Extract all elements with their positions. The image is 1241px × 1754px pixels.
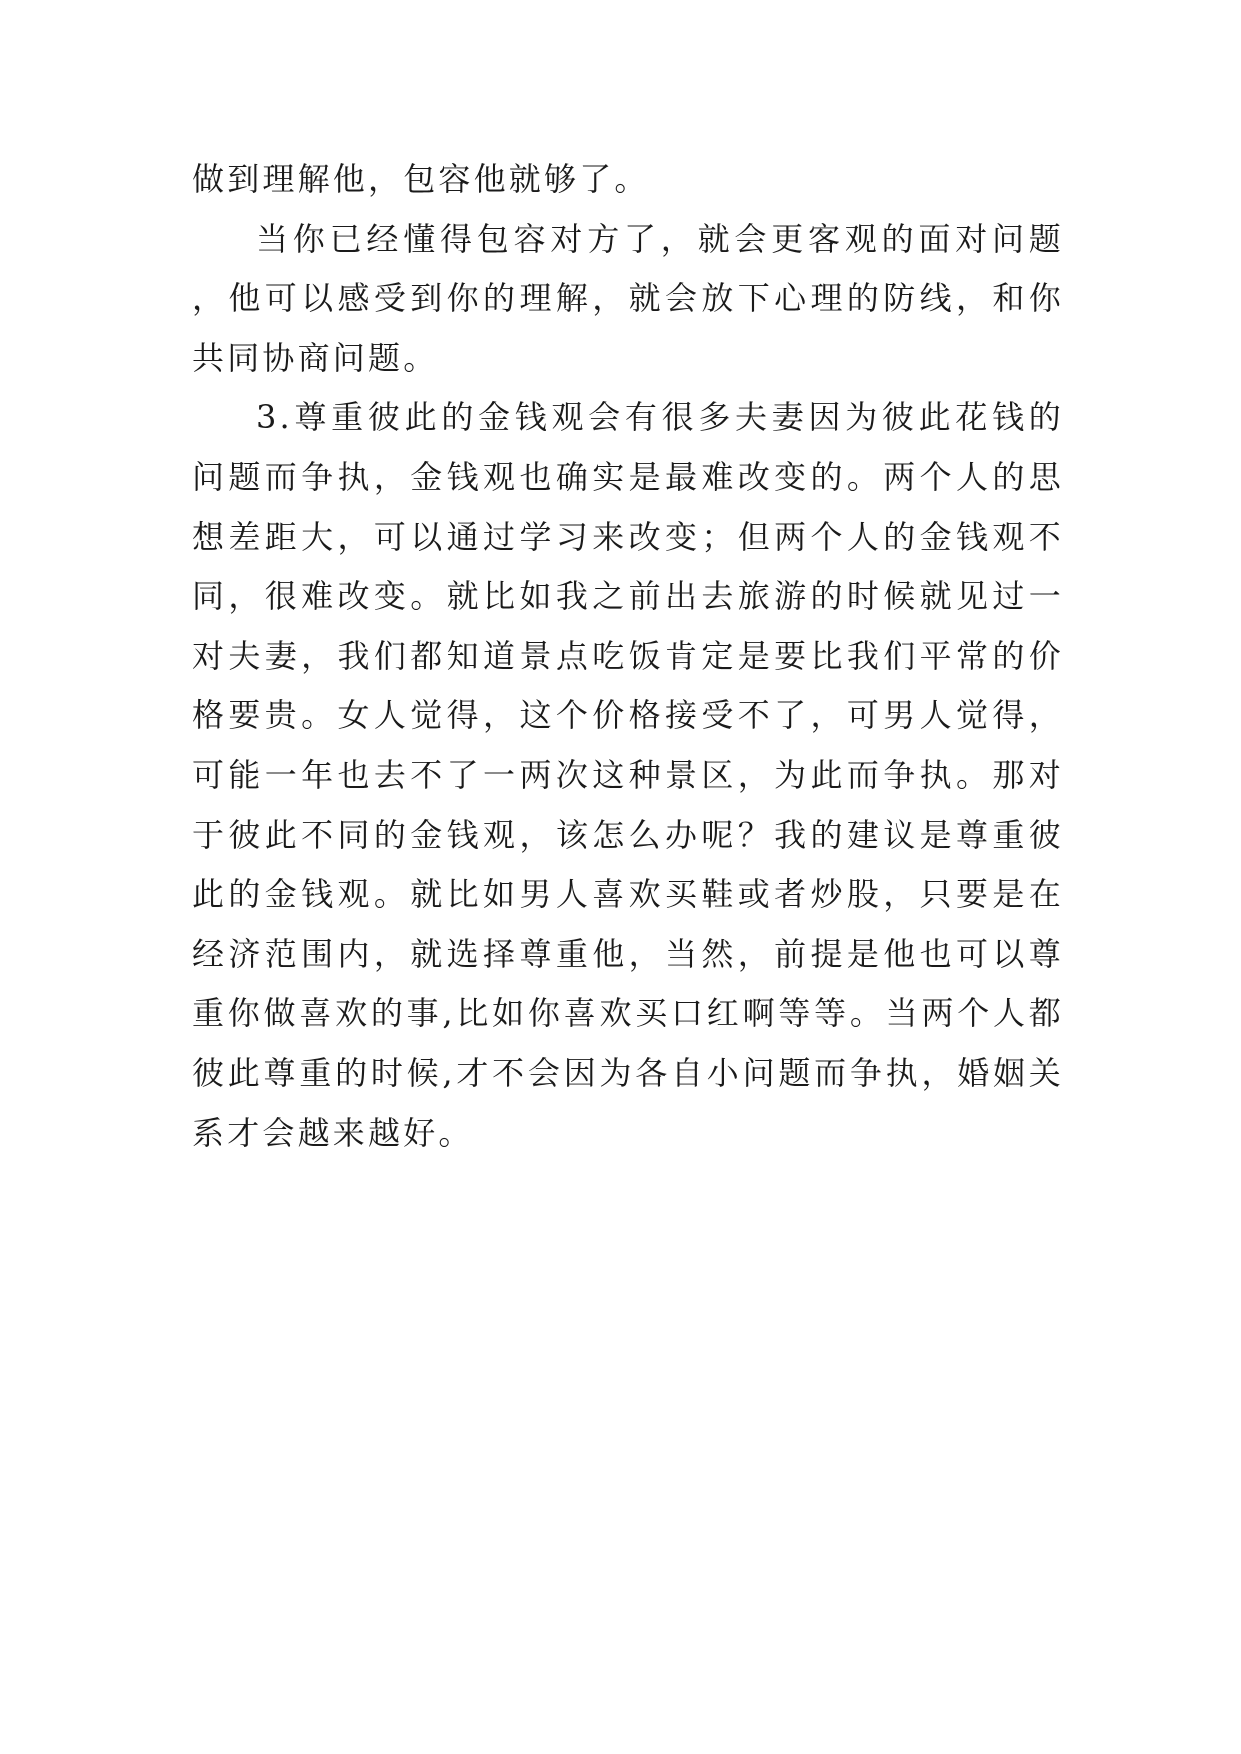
- paragraph-money-values: 3.尊重彼此的金钱观会有很多夫妻因为彼此花钱的问题而争执，金钱观也确实是最难改变的。两个人的思想差距大，可以通过学习来改变；但两个人的金钱观不同，很难改变。就比如我之前出去旅游的时候就见过一对夫妻，我们都知道景点吃饭肯定是要比我们平常的价格要贵。女人觉得，这个价格接受不了，可男人觉得，可能一年也去不了一两次这种景区，为此而争执。那对于彼此不同的金钱观，该怎么办呢？我的建议是尊重彼此的金钱观。就比如男人喜欢买鞋或者炒股，只要是在经济范围内，就选择尊重他，当然，前提是他也可以尊重你做喜欢的事,比如你喜欢买口红啊等等。当两个人都彼此尊重的时候,才不会因为各自小问题而争执，婚姻关系才会越来越好。: [192, 398, 1064, 1152]
- paragraph-continuation: 做到理解他，包容他就够了。: [192, 160, 650, 198]
- document-body: [192, 150, 1064, 1163]
- paragraph-tolerance: 当你已经懂得包容对方了，就会更客观的面对问题，他可以感受到你的理解，就会放下心理的防线，和你共同协商问题。: [192, 219, 1064, 377]
